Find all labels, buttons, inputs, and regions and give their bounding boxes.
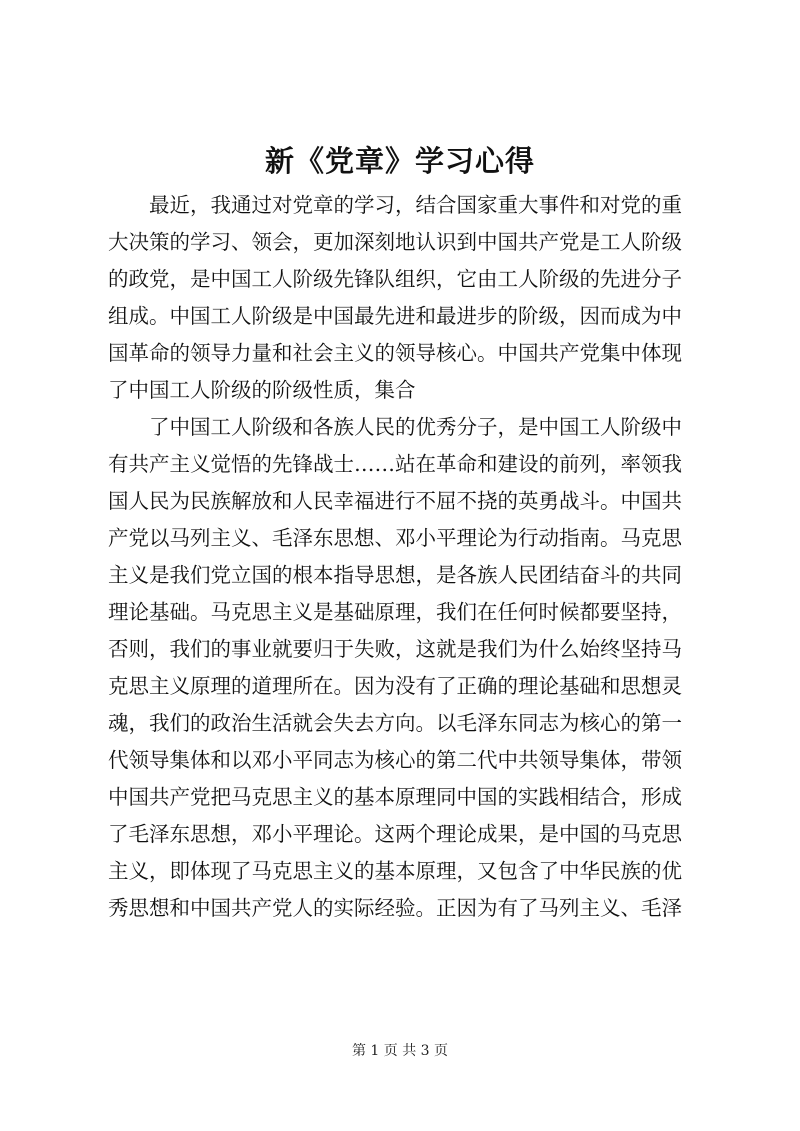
page-footer: 第 1 页 共 3 页 xyxy=(351,1043,449,1059)
text-line: 否则，我们的事业就要归于失败，这就是我们为什么始终坚持马 xyxy=(108,637,682,661)
text-line: 中国共产党把马克思主义的基本原理同中国的实践相结合，形成 xyxy=(108,785,682,809)
text-line: 代领导集体和以邓小平同志为核心的第二代中共领导集体，带领 xyxy=(108,748,682,772)
text-line: 最近，我通过对党章的学习，结合国家重大事件和对党的重 xyxy=(149,193,682,217)
text-line: 主义是我们党立国的根本指导思想，是各族人民团结奋斗的共同 xyxy=(108,563,682,587)
text-line: 魂，我们的政治生活就会失去方向。以毛泽东同志为核心的第一 xyxy=(108,711,682,735)
text-line: 主义，即体现了马克思主义的基本原理，又包含了中华民族的优 xyxy=(108,859,682,883)
text-line: 理论基础。马克思主义是基础原理，我们在任何时候都要坚持， xyxy=(108,600,682,624)
document-body xyxy=(108,187,708,927)
text-line: 国人民为民族解放和人民幸福进行不屈不挠的英勇战斗。中国共 xyxy=(108,489,682,513)
text-line: 国革命的领导力量和社会主义的领导核心。中国共产党集中体现 xyxy=(108,341,682,365)
text-line: 克思主义原理的道理所在。因为没有了正确的理论基础和思想灵 xyxy=(108,674,682,698)
text-line: 大决策的学习、领会，更加深刻地认识到中国共产党是工人阶级 xyxy=(108,230,682,254)
document-title: 新《党章》学习心得 xyxy=(264,144,535,178)
text-line: 的政党，是中国工人阶级先锋队组织，它由工人阶级的先进分子 xyxy=(108,267,682,291)
text-line: 有共产主义觉悟的先锋战士……站在革命和建设的前列，率领我 xyxy=(108,452,682,476)
text-line: 产党以马列主义、毛泽东思想、邓小平理论为行动指南。马克思 xyxy=(108,526,682,550)
text-line: 组成。中国工人阶级是中国最先进和最进步的阶级，因而成为中 xyxy=(108,304,682,328)
text-line: 了毛泽东思想，邓小平理论。这两个理论成果，是中国的马克思 xyxy=(108,822,682,846)
text-line: 了中国工人阶级的阶级性质，集合 xyxy=(108,378,416,402)
text-line: 秀思想和中国共产党人的实际经验。正因为有了马列主义、毛泽 xyxy=(108,896,682,920)
text-line: 了中国工人阶级和各族人民的优秀分子，是中国工人阶级中 xyxy=(149,415,682,439)
